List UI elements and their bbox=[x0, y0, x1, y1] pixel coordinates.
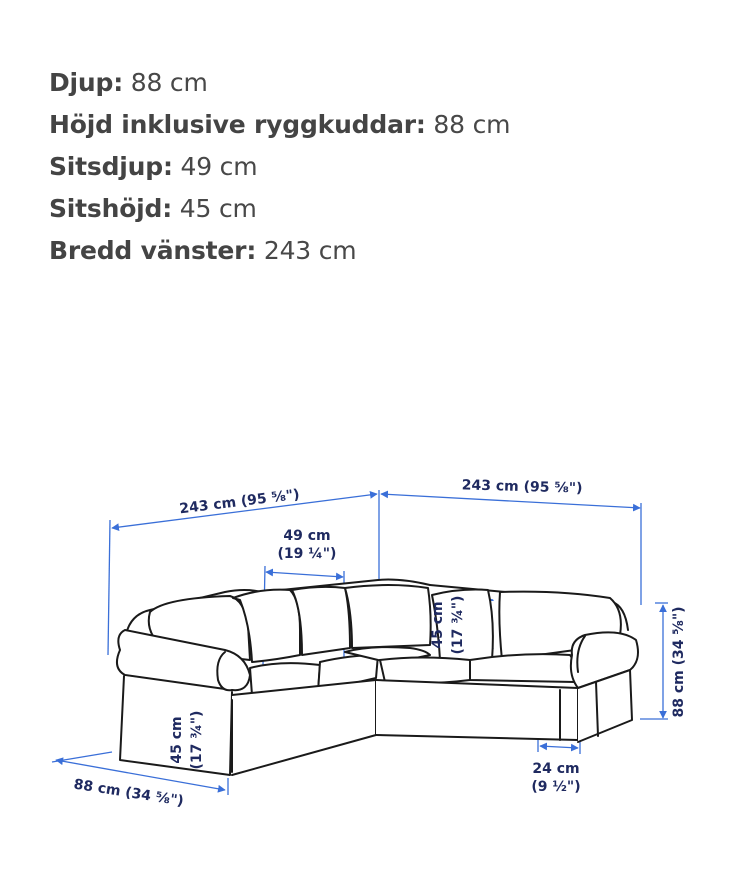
leg-in-label: (9 ½") bbox=[531, 779, 581, 795]
spec-seat-depth: Sitsdjup: 49 cm bbox=[49, 152, 258, 181]
spec-depth: Djup: 88 cm bbox=[49, 68, 208, 97]
sofa-dimension-diagram bbox=[0, 440, 750, 886]
seat-height-right-in-label: (17 ¾") bbox=[450, 595, 466, 655]
product-specs bbox=[49, 62, 510, 272]
seat-height-right-cm-label: 45 cm bbox=[430, 601, 446, 649]
total-height-label: 88 cm (34 ⅝") bbox=[671, 606, 687, 718]
spec-seat-height: Sitshöjd: 45 cm bbox=[49, 194, 257, 223]
leg-cm-label: 24 cm bbox=[532, 761, 580, 777]
depth-label: 88 cm (34 ⅝") bbox=[72, 776, 185, 810]
spec-width-left: Bredd vänster: 243 cm bbox=[49, 236, 357, 265]
spec-height-with-cushions: Höjd inklusive ryggkuddar: 88 cm bbox=[49, 110, 511, 139]
seat-height-left-cm-label: 45 cm bbox=[169, 716, 185, 764]
width-right-label: 243 cm (95 ⅝") bbox=[461, 477, 583, 497]
width-left-label: 243 cm (95 ⅝") bbox=[178, 486, 301, 518]
seat-height-left-in-label: (17 ¾") bbox=[189, 710, 205, 770]
seat-depth-cm-label: 49 cm bbox=[283, 528, 331, 544]
seat-depth-in-label: (19 ¼") bbox=[277, 546, 337, 562]
